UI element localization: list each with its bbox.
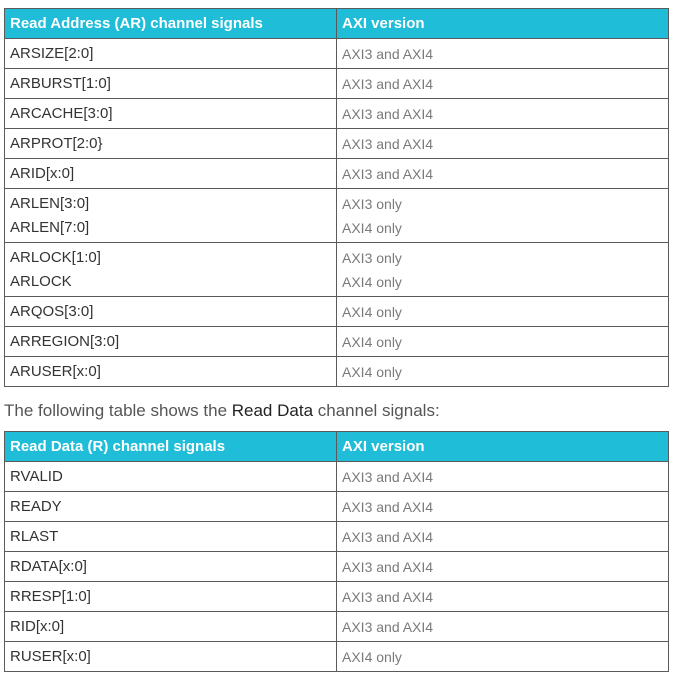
version-cell (337, 552, 669, 582)
table-row (5, 612, 669, 642)
signal-name: ARSIZE[2:0] (10, 44, 94, 62)
signal-cell (5, 99, 337, 129)
signal-name: ARLEN[3:0] (10, 194, 90, 212)
axi-version: AXI3 and AXI4 (342, 528, 434, 545)
signal-cell (5, 297, 337, 327)
version-cell (337, 492, 669, 522)
table-row (5, 492, 669, 522)
signal-name: ARQOS[3:0] (10, 302, 94, 320)
signal-cell (5, 462, 337, 492)
signal-name: ARUSER[x:0] (10, 362, 101, 380)
axi-version: AXI3 and AXI4 (342, 135, 434, 152)
axi-version: AXI3 and AXI4 (342, 105, 434, 122)
signal-name: ARLEN[7:0] (10, 218, 90, 236)
table-row (5, 327, 669, 357)
version-cell (337, 189, 669, 243)
table-row (5, 297, 669, 327)
axi-version: AXI3 and AXI4 (342, 558, 434, 575)
signal-cell (5, 189, 337, 243)
signal-cell (5, 582, 337, 612)
version-cell (337, 357, 669, 387)
signal-cell (5, 522, 337, 552)
table-row (5, 522, 669, 552)
signal-cell (5, 69, 337, 99)
axi-version: AXI4 only (342, 303, 402, 320)
axi-version: AXI3 and AXI4 (342, 498, 434, 515)
axi-version: AXI3 and AXI4 (342, 588, 434, 605)
table-row (5, 159, 669, 189)
signal-name: READY (10, 497, 62, 515)
axi-version: AXI3 only (342, 249, 402, 266)
axi-version: AXI3 and AXI4 (342, 468, 434, 485)
read-data-signals-table (4, 431, 669, 672)
signal-name: ARPROT[2:0} (10, 134, 103, 152)
column-header-signal: Read Data (R) channel signals (5, 432, 337, 462)
version-cell (337, 582, 669, 612)
table-row (5, 582, 669, 612)
table-row (5, 642, 669, 672)
signal-cell (5, 159, 337, 189)
table-row (5, 99, 669, 129)
table-row (5, 462, 669, 492)
table-row (5, 69, 669, 99)
signal-cell (5, 612, 337, 642)
signal-name: RUSER[x:0] (10, 647, 91, 665)
axi-version: AXI3 and AXI4 (342, 75, 434, 92)
axi-version: AXI3 and AXI4 (342, 45, 434, 62)
signal-cell (5, 552, 337, 582)
intro-suffix: channel signals: (313, 401, 440, 420)
axi-version: AXI4 only (342, 273, 402, 290)
table-body (5, 39, 669, 387)
intro-emphasis: Read Data (231, 401, 314, 420)
column-header-version: AXI version (337, 9, 669, 39)
version-cell (337, 243, 669, 297)
signal-cell (5, 327, 337, 357)
signal-name: RDATA[x:0] (10, 557, 87, 575)
read-address-signals-table (4, 8, 669, 387)
version-cell (337, 129, 669, 159)
version-cell (337, 39, 669, 69)
version-cell (337, 297, 669, 327)
signal-name: RVALID (10, 467, 63, 485)
signal-cell (5, 642, 337, 672)
signal-name: RID[x:0] (10, 617, 65, 635)
table-header-row (5, 9, 669, 39)
table-row (5, 552, 669, 582)
signal-name: ARCACHE[3:0] (10, 104, 113, 122)
version-cell (337, 522, 669, 552)
axi-version: AXI4 only (342, 219, 402, 236)
version-cell (337, 69, 669, 99)
axi-version: AXI3 and AXI4 (342, 165, 434, 182)
signal-cell (5, 357, 337, 387)
table-header-row (5, 432, 669, 462)
column-header-signal: Read Address (AR) channel signals (5, 9, 337, 39)
signal-cell (5, 39, 337, 69)
signal-cell (5, 243, 337, 297)
table-row (5, 39, 669, 69)
table-row (5, 129, 669, 159)
table-body (5, 462, 669, 672)
signal-name: RLAST (10, 527, 59, 545)
column-header-version: AXI version (337, 432, 669, 462)
axi-version: AXI4 only (342, 648, 402, 665)
signal-name: ARLOCK[1:0] (10, 248, 101, 266)
axi-version: AXI4 only (342, 363, 402, 380)
signal-name: ARLOCK (10, 272, 72, 290)
signal-cell (5, 492, 337, 522)
signal-name: ARID[x:0] (10, 164, 75, 182)
intro-prefix: The following table shows the (4, 401, 232, 420)
axi-version: AXI4 only (342, 333, 402, 350)
read-data-intro-text (4, 401, 440, 421)
signal-name: ARREGION[3:0] (10, 332, 120, 350)
axi-version: AXI3 only (342, 195, 402, 212)
version-cell (337, 612, 669, 642)
table-row (5, 189, 669, 243)
table-row (5, 243, 669, 297)
version-cell (337, 159, 669, 189)
signal-cell (5, 129, 337, 159)
version-cell (337, 642, 669, 672)
table-row (5, 357, 669, 387)
signal-name: ARBURST[1:0] (10, 74, 111, 92)
version-cell (337, 99, 669, 129)
version-cell (337, 327, 669, 357)
signal-name: RRESP[1:0] (10, 587, 91, 605)
version-cell (337, 462, 669, 492)
axi-version: AXI3 and AXI4 (342, 618, 434, 635)
